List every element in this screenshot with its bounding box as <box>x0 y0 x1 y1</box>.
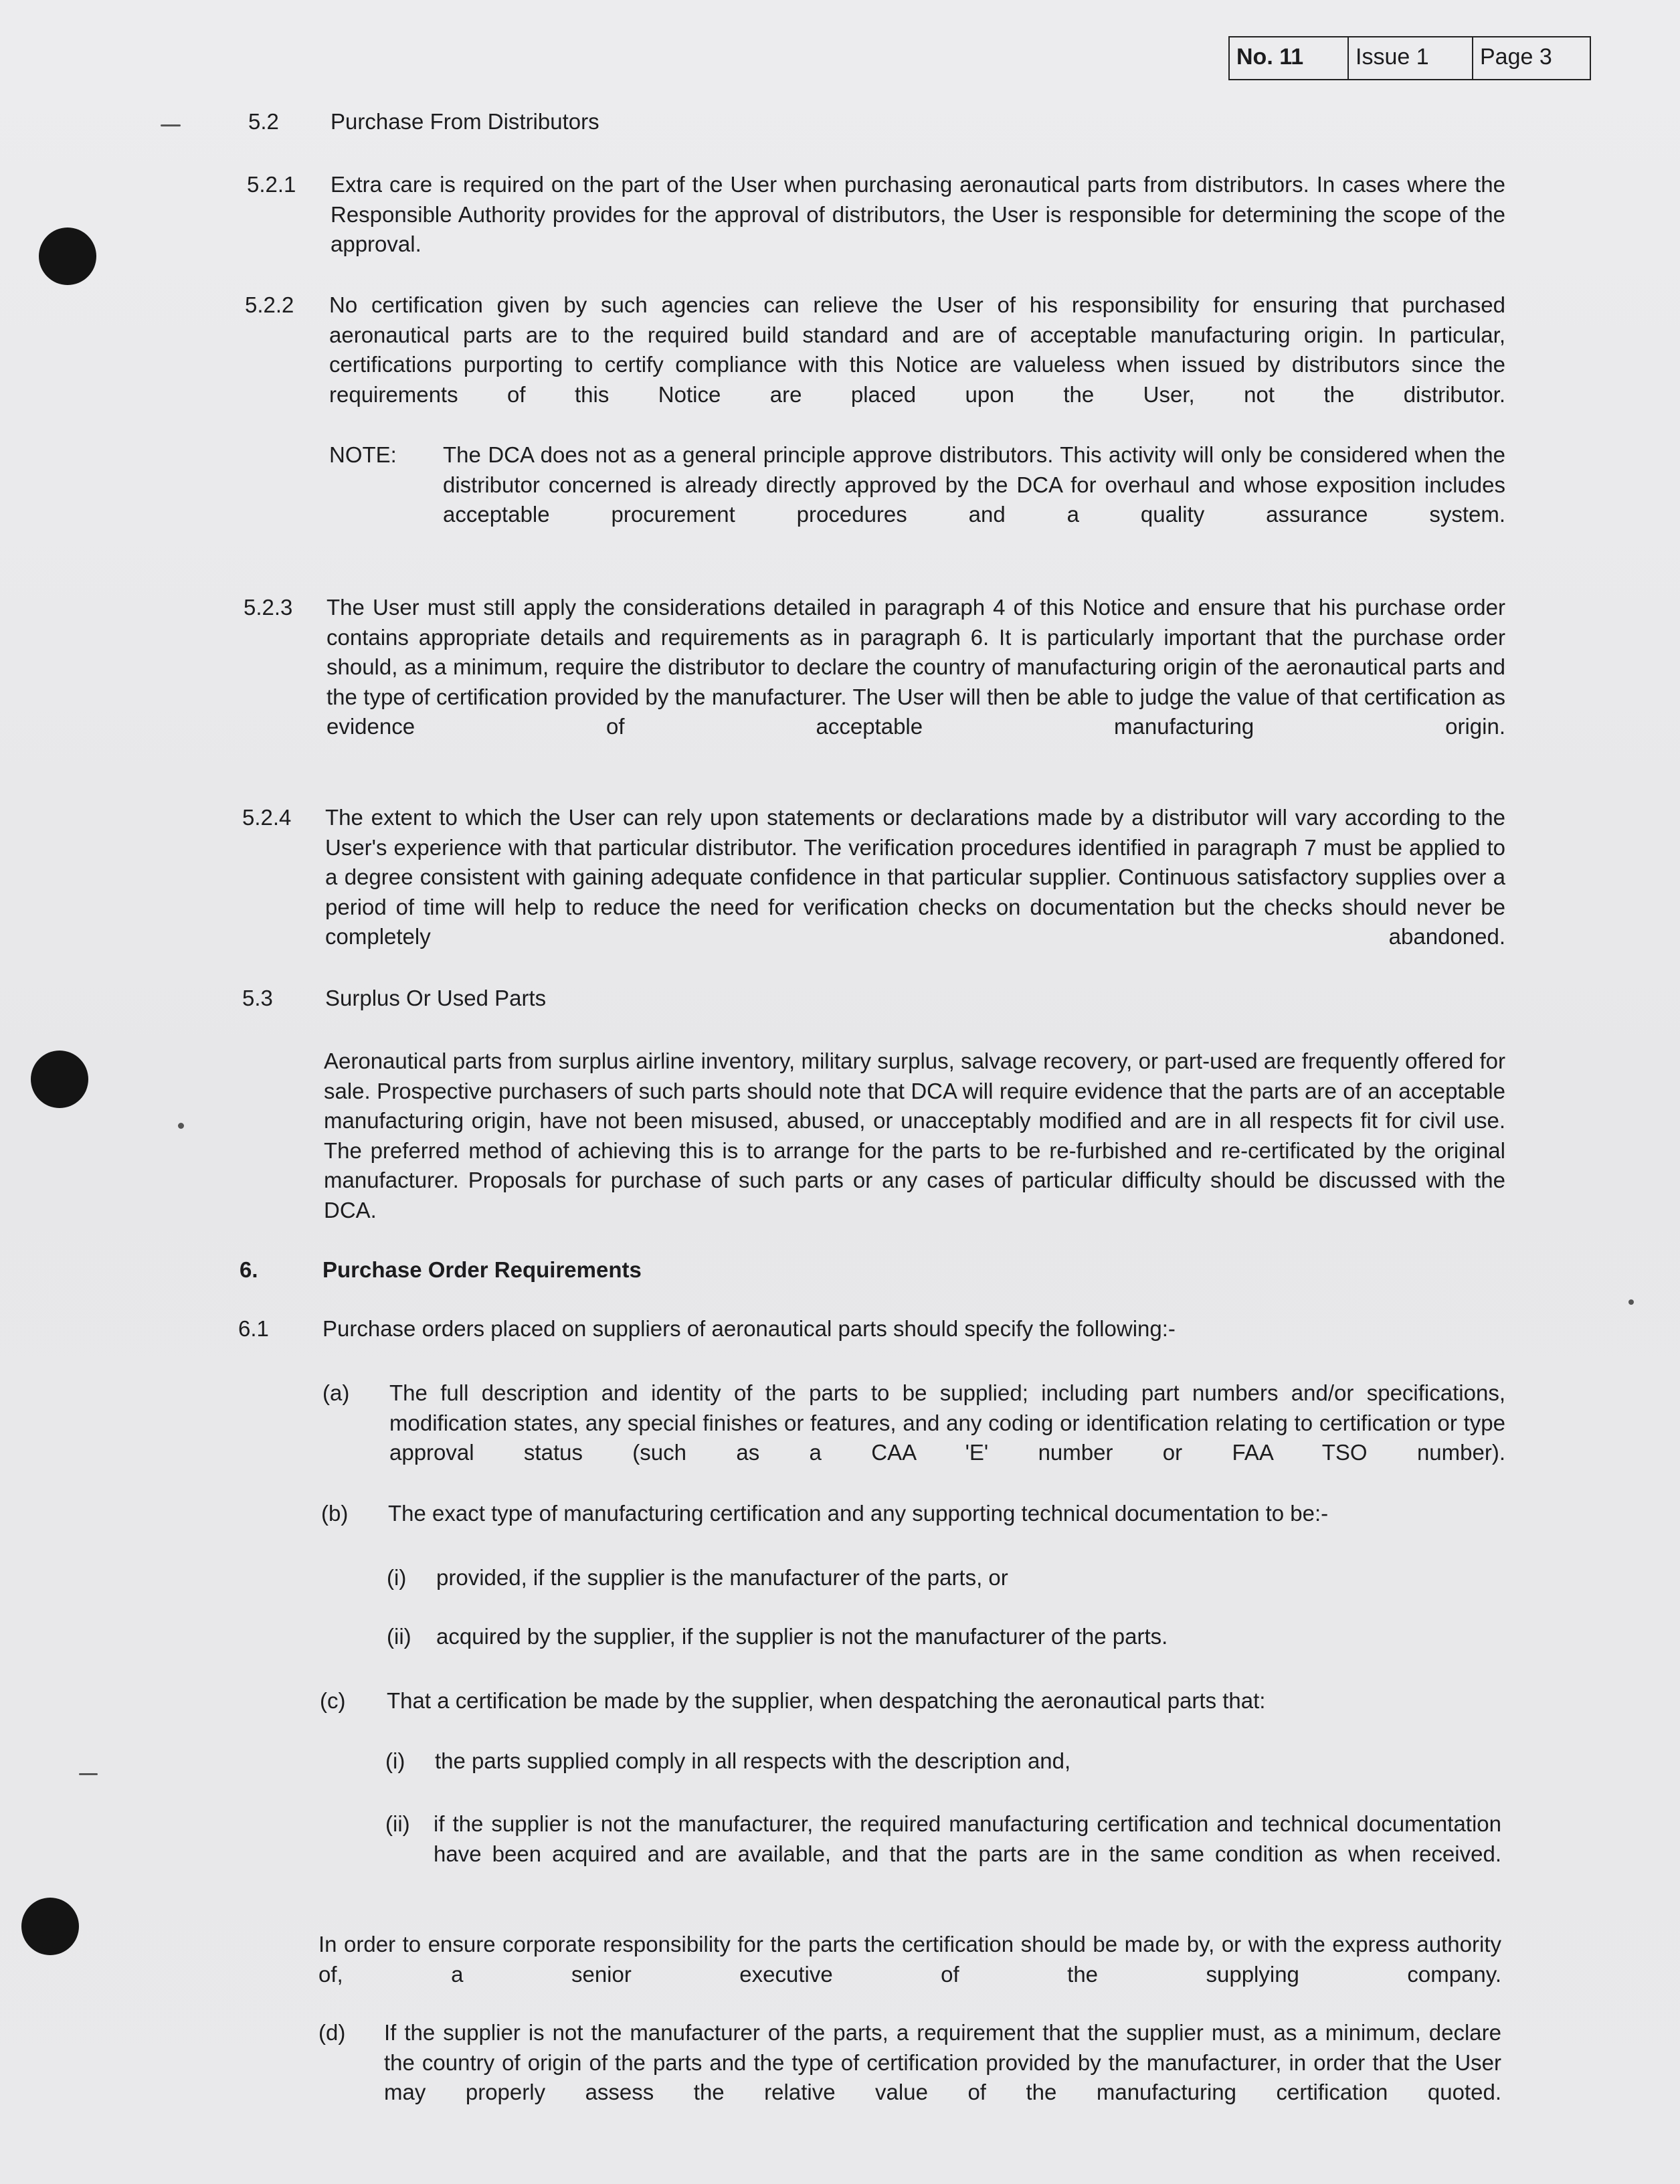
section-heading: Purchase Order Requirements <box>322 1257 642 1282</box>
sublist-label: (i) <box>387 1565 407 1590</box>
list-label: (c) <box>320 1688 346 1713</box>
paragraph-text: Purchase orders placed on suppliers of aeronautical parts should specify the following:- <box>322 1316 1176 1341</box>
paragraph-text: No certification given by such agencies can relieve the User of his responsibility for ensuring that purchased aeronautical parts are to the required build standard and are of acceptable manufacturing origin. In particular, certifications purporting to certify compliance with this Notice are valueless when issued by distributors since the requirements of this Notice are placed upon the User, not the distributor. <box>329 292 1505 407</box>
sublist-text: if the supplier is not the manufacturer, the required manufacturing certification and technical documentation have been acquired and are available, and that the parts are in the same condition as when received. <box>434 1811 1501 1866</box>
punch-hole-bottom <box>21 1898 79 1955</box>
list-text: The exact type of manufacturing certification and any supporting technical documentation to be:- <box>388 1501 1329 1526</box>
punch-hole-middle <box>31 1051 88 1108</box>
list-label: (d) <box>318 2020 346 2045</box>
paragraph-text: Extra care is required on the part of the User when purchasing aeronautical parts from distributors. In cases where the Responsible Authority provides for the approval of distributors, the User is responsible for determining the scope of the approval. <box>331 172 1505 256</box>
list-label: (b) <box>321 1501 349 1526</box>
section-number: 5.2 <box>248 109 279 134</box>
paragraph-text: The extent to which the User can rely upon statements or declarations made by a distributor will vary according to the User's experience with that particular distributor. The verification procedures identified in paragraph 7 must be applied to a degree consistent with gaining adequate confidence in that particular supplier. Continuous satisfactory supplies over a period of time will help to reduce the need for verification checks on documentation but the checks should never be completely abandoned. <box>325 805 1505 949</box>
section-number: 6. <box>240 1257 258 1282</box>
section-number: 5.3 <box>242 986 273 1010</box>
page-number: Page 3 <box>1480 44 1552 70</box>
sublist-text: the parts supplied comply in all respects with the description and, <box>435 1748 1071 1773</box>
paragraph-text: Aeronautical parts from surplus airline inventory, military surplus, salvage recovery, or part-used are frequently offered for sale. Prospective purchasers of such parts should note that DCA will require evidence that the parts are of an acceptable manufacturing origin, have not been misused, abused, or unacceptably modified and are in all respects fit for civil use. The preferred method of achieving this is to arrange for the parts to be re-furbished and re-certificated by the original manufacturer. Proposals for purchase of such parts or any cases of particular difficulty should be discussed with the DCA. <box>324 1049 1505 1222</box>
speck <box>1628 1299 1634 1305</box>
speck <box>178 1123 184 1129</box>
paragraph-number: 6.1 <box>238 1316 269 1341</box>
list-text: If the supplier is not the manufacturer of the parts, a requirement that the supplier must, as a minimum, declare the country of origin of the parts and the type of certification provided by the manufacturer, in order that the User may properly assess the relative value of the manufacturing certification quoted. <box>384 2020 1501 2104</box>
list-text: The full description and identity of the parts to be supplied; including part numbers and/or specifications, modification states, any special finishes or features, and any coding or identification relating to certification or type approval status (such as a CAA 'E' number or FAA TSO number). <box>389 1380 1505 1465</box>
section-heading: Surplus Or Used Parts <box>325 986 547 1010</box>
section-heading: Purchase From Distributors <box>331 109 599 134</box>
sublist-label: (ii) <box>385 1811 410 1836</box>
paragraph-number: 5.2.4 <box>242 805 292 830</box>
note-text: The DCA does not as a general principle approve distributors. This activity will only be considered when the distributor concerned is already directly approved by the DCA for overhaul and whose exposition includes acceptable procurement procedures and a quality assurance system. <box>443 442 1505 527</box>
list-label: (a) <box>322 1380 350 1405</box>
sublist-label: (i) <box>385 1748 405 1773</box>
sublist-text: provided, if the supplier is the manufacturer of the parts, or <box>436 1565 1008 1590</box>
punch-hole-top <box>39 227 96 285</box>
sublist-text: acquired by the supplier, if the supplier is not the manufacturer of the parts. <box>436 1624 1168 1649</box>
document-reference-box <box>1228 36 1591 80</box>
note-label: NOTE: <box>329 442 397 467</box>
list-text: That a certification be made by the supplier, when despatching the aeronautical parts that: <box>387 1688 1266 1713</box>
sublist-label: (ii) <box>387 1624 411 1649</box>
paragraph-text: The User must still apply the considerations detailed in paragraph 4 of this Notice and ensure that his purchase order contains appropriate details and requirements as in paragraph 6. It is particularly important that the purchase order should, as a minimum, require the distributor to declare the country of manufacturing origin of the aeronautical parts and the type of certification provided by the manufacturer. The User will then be able to judge the value of that certification as evidence of acceptable manufacturing origin. <box>326 595 1505 739</box>
issue-number: Issue 1 <box>1349 37 1473 79</box>
speck <box>161 124 181 126</box>
paragraph-number: 5.2.2 <box>245 292 294 317</box>
notice-number: No. 11 <box>1230 37 1349 79</box>
paragraph-number: 5.2.3 <box>244 595 293 620</box>
speck <box>79 1773 98 1775</box>
paragraph-text: In order to ensure corporate responsibility for the parts the certification should be made by, or with the express authority of, a senior executive of the supplying company. <box>318 1932 1501 1987</box>
paragraph-number: 5.2.1 <box>247 172 296 197</box>
